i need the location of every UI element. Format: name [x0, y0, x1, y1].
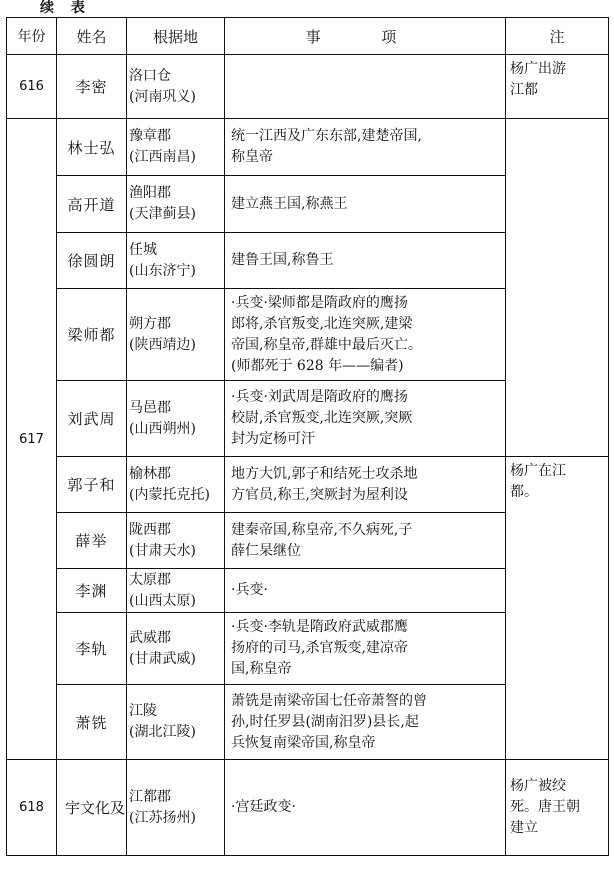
event-cell: [225, 289, 506, 381]
base-cell: [127, 613, 225, 685]
base-line: (内蒙托克托): [129, 486, 210, 503]
table-row: [7, 457, 609, 513]
event-cell: [225, 55, 506, 119]
note-line: 江都: [510, 82, 538, 98]
event-cell: [225, 760, 506, 856]
header-base: 根据地: [127, 18, 225, 55]
base-cell: [127, 289, 225, 381]
note-cell: [506, 457, 609, 760]
event-line: 萧铣是南梁帝国七任帝萧詧的曾: [231, 692, 427, 709]
note-line: 杨广在江: [510, 463, 566, 479]
base-line: (江苏扬州): [129, 809, 196, 826]
base-line: (山西太原): [129, 592, 196, 609]
name-cell: 萧铣: [57, 685, 127, 760]
base-line: 武威郡: [129, 629, 171, 646]
base-line: 渔阳郡: [129, 185, 171, 201]
base-cell: [127, 55, 225, 119]
base-line: 榆林郡: [129, 465, 171, 482]
name-cell: 梁师都: [57, 289, 127, 381]
event-line: 称皇帝: [231, 149, 273, 165]
event-cell: [225, 457, 506, 513]
event-cell: [225, 176, 506, 233]
base-cell: [127, 760, 225, 856]
event-line: 薛仁杲继位: [231, 542, 301, 559]
base-line: (陕西靖边): [129, 336, 196, 353]
event-line: 建立燕王国,称燕王: [231, 195, 348, 212]
year-cell: 618: [7, 760, 57, 856]
base-cell: [127, 685, 225, 760]
name-cell: 林士弘: [57, 119, 127, 176]
note-cell: [506, 55, 609, 119]
base-line: 任城: [129, 241, 157, 258]
year-cell: 617: [7, 119, 57, 760]
event-line: 建秦帝国,称皇帝,不久病死,子: [231, 521, 413, 538]
note-line: 杨广被绞: [510, 778, 566, 794]
event-line: 郎将,杀官叛变,北连突厥,建梁: [231, 315, 413, 332]
base-line: (天津蓟县): [129, 206, 196, 222]
event-line: 国,称皇帝: [231, 661, 292, 677]
base-line: 朔方郡: [129, 315, 171, 332]
event-line: 兵恢复南梁帝国,称皇帝: [231, 734, 376, 751]
base-line: (江西南昌): [129, 149, 196, 165]
event-cell: [225, 613, 506, 685]
note-line: 杨广出游: [510, 61, 566, 77]
note-line: 建立: [510, 820, 538, 836]
event-cell: [225, 381, 506, 457]
event-cell: [225, 513, 506, 569]
table-row: [7, 119, 609, 176]
event-line: 统一江西及广东东部,建楚帝国,: [231, 128, 422, 144]
base-line: (湖北江陵): [129, 724, 196, 740]
name-cell: 高开道: [57, 176, 127, 233]
event-line: 扬府的司马,杀官叛变,建凉帝: [231, 640, 408, 656]
note-cell-empty: [506, 119, 609, 457]
header-note: 注: [506, 18, 609, 55]
event-line: 方官员,称王,突厥封为屋利设: [231, 486, 408, 503]
base-line: 江都郡: [129, 788, 171, 805]
event-line: 孙,时任罗县(湖南汨罗)县长,起: [231, 713, 419, 730]
event-cell: [225, 569, 506, 613]
base-cell: [127, 569, 225, 613]
header-event: 事 项: [225, 18, 506, 55]
header-name: 姓名: [57, 18, 127, 55]
event-line: 封为定杨可汗: [231, 431, 315, 447]
base-line: (甘肃武威): [129, 650, 196, 667]
event-cell: [225, 233, 506, 289]
name-cell: 徐圆朗: [57, 233, 127, 289]
header-year: 年份: [7, 18, 57, 55]
event-line: ·兵变·李轨是隋政府武威郡鹰: [231, 619, 408, 635]
base-line: (山东济宁): [129, 262, 196, 279]
event-cell: [225, 119, 506, 176]
base-line: 太原郡: [129, 571, 171, 588]
event-line: (师都死于 628 年——编者): [231, 357, 404, 374]
name-cell: 刘武周: [57, 381, 127, 457]
name-cell: 郭子和: [57, 457, 127, 513]
note-cell: [506, 760, 609, 856]
base-line: (山西朔州): [129, 420, 196, 437]
table-caption: 续 表: [40, 0, 91, 16]
name-cell: 薛举: [57, 513, 127, 569]
base-line: (河南巩义): [129, 88, 196, 105]
name-cell: 宇文化及: [57, 760, 127, 856]
base-cell: [127, 457, 225, 513]
base-line: 马邑郡: [129, 399, 171, 416]
base-cell: [127, 119, 225, 176]
name-cell: 李轨: [57, 613, 127, 685]
event-line: 地方大饥,郭子和结死士攻杀地: [231, 465, 418, 482]
event-cell: [225, 685, 506, 760]
base-cell: [127, 381, 225, 457]
year-cell: 616: [7, 55, 57, 119]
base-line: (甘肃天水): [129, 542, 196, 559]
name-cell: 李密: [57, 55, 127, 119]
event-line: 帝国,称皇帝,群雄中最后灭亡。: [231, 336, 422, 353]
base-line: 豫章郡: [129, 128, 171, 144]
note-line: 都。: [510, 484, 538, 500]
base-cell: [127, 176, 225, 233]
table-row: [7, 760, 609, 856]
base-line: 洛口仓: [129, 67, 171, 84]
event-line: 校尉,杀官叛变,北连突厥,突厥: [231, 410, 413, 426]
base-cell: [127, 513, 225, 569]
base-cell: [127, 233, 225, 289]
base-line: 江陵: [129, 703, 157, 719]
event-line: ·宫廷政变·: [231, 799, 296, 815]
event-line: ·兵变·: [231, 582, 268, 598]
event-line: ·兵变·刘武周是隋政府的鹰扬: [231, 389, 408, 405]
table-row: [7, 55, 609, 119]
event-line: ·兵变·梁师都是隋政府的鹰扬: [231, 294, 408, 311]
rulers-table: [6, 17, 609, 856]
header-row: [7, 18, 609, 55]
note-line: 死。唐王朝: [510, 799, 580, 815]
name-cell: 李渊: [57, 569, 127, 613]
event-line: 建鲁王国,称鲁王: [231, 252, 334, 268]
base-line: 陇西郡: [129, 521, 171, 538]
